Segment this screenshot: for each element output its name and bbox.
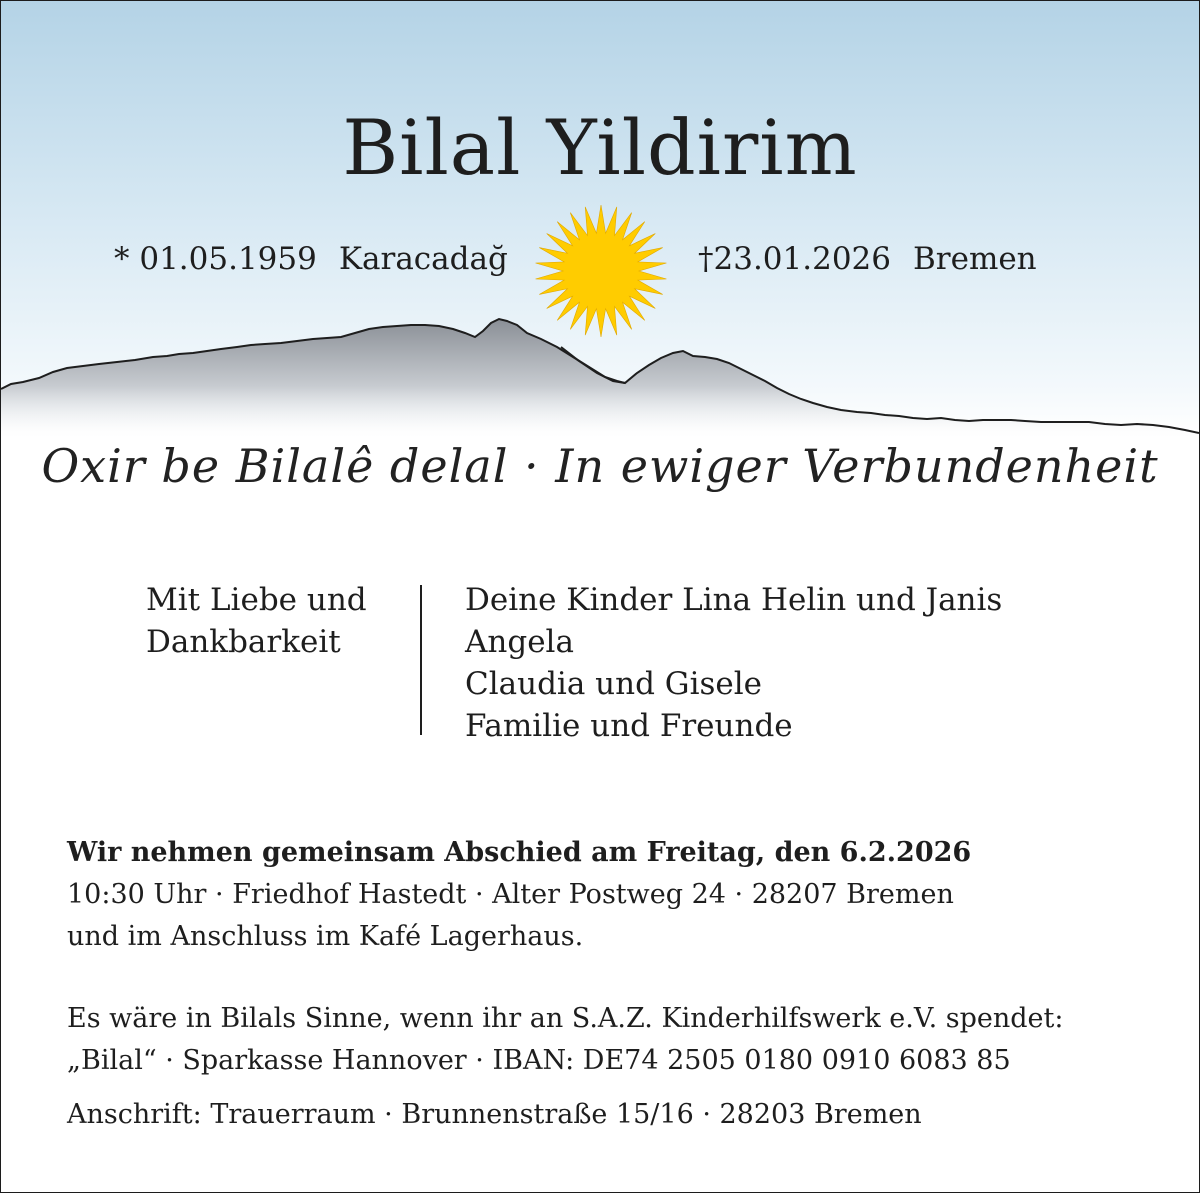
- mourners-intro: [146, 579, 367, 663]
- ceremony-followup: und im Anschluss im Kafé Lagerhaus.: [67, 921, 584, 952]
- mourners-list: [465, 579, 1002, 747]
- mourner-line: Angela: [465, 624, 574, 660]
- donation-text: Es wäre in Bilals Sinne, wenn ihr an S.A.Z. Kinderhilfswerk e.V. spendet:: [67, 1003, 1064, 1034]
- donation-bank-details: „Bilal“ · Sparkasse Hannover · IBAN: DE74 2505 0180 0910 6083 85: [67, 1045, 1011, 1076]
- mountain-range: [1, 319, 1199, 441]
- mourner-line: Familie und Freunde: [465, 708, 793, 744]
- death-symbol: †: [698, 241, 714, 277]
- mourners-intro-line: Dankbarkeit: [146, 624, 341, 660]
- ceremony-heading: Wir nehmen gemeinsam Abschied am Freitag, den 6.2.2026: [67, 837, 972, 868]
- mourners-intro-line: Mit Liebe und: [146, 582, 367, 618]
- landscape-illustration: [1, 1, 1199, 441]
- condolence-address: Anschrift: Trauerraum · Brunnenstraße 15/16 · 28203 Bremen: [67, 1099, 922, 1130]
- birth-info: [114, 241, 508, 277]
- deceased-name: Bilal Yildirim: [342, 103, 858, 192]
- ceremony-details: 10:30 Uhr · Friedhof Hastedt · Alter Postweg 24 · 28207 Bremen: [67, 879, 954, 910]
- death-place: Bremen: [913, 241, 1037, 277]
- sun-icon: [536, 205, 667, 337]
- mourner-line: Deine Kinder Lina Helin und Janis: [465, 582, 1003, 618]
- birth-symbol: *: [114, 241, 130, 277]
- death-date: 23.01.2026: [713, 241, 891, 277]
- birth-place: Karacadağ: [338, 241, 508, 277]
- mourner-line: Claudia und Gisele: [465, 666, 762, 702]
- divider: [420, 585, 422, 735]
- motto: Oxir be Bilalê delal · In ewiger Verbundenheit: [41, 439, 1159, 493]
- birth-date: 01.05.1959: [139, 241, 317, 277]
- death-info: [698, 241, 1037, 277]
